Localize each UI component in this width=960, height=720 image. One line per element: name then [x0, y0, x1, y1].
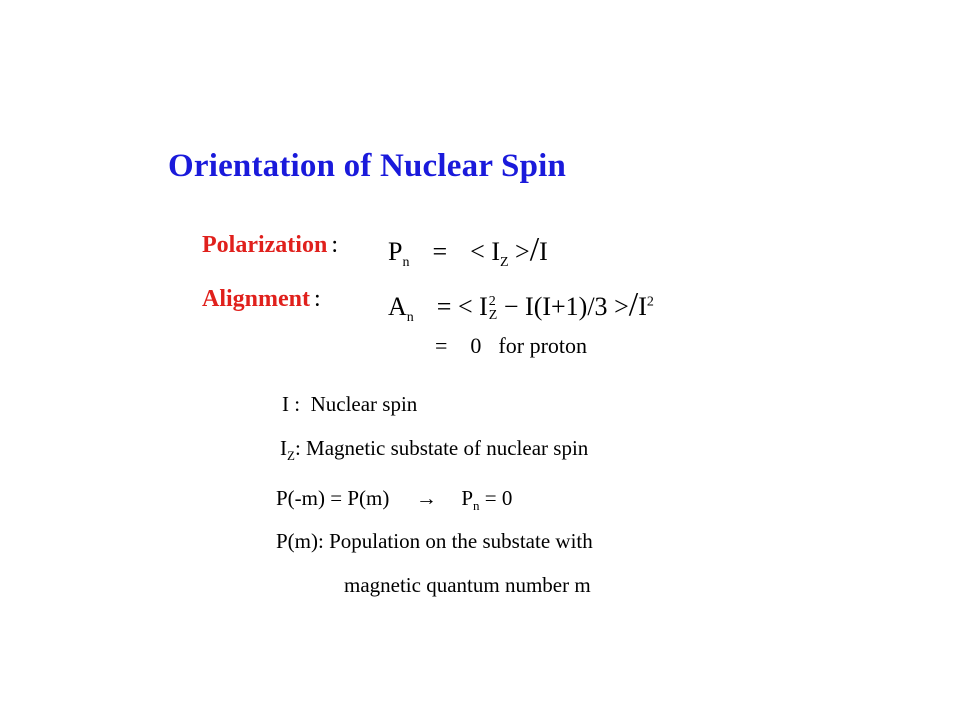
polarization-row: [202, 232, 338, 259]
def-iz-text: : Magnetic substate of nuclear spin: [294, 436, 589, 460]
symmetry-left: P(-m) = P(m): [276, 486, 390, 510]
align-denom-main: I: [638, 292, 647, 321]
pol-slash: /: [529, 231, 540, 268]
pn-sub: n: [402, 255, 410, 271]
def-iz-symbol: I: [280, 436, 287, 460]
align-lt: <: [457, 292, 473, 321]
alignment-label: Alignment: [202, 286, 310, 312]
pol-gt: >: [515, 237, 530, 266]
align-iz-sup: 2: [488, 294, 496, 310]
align-slash: /: [628, 286, 639, 323]
pm-line-2: [344, 573, 591, 598]
pol-iz-sub: Z: [499, 255, 509, 271]
alignment-result: [435, 333, 587, 359]
alignment-row: [202, 286, 321, 313]
def-i-symbol: I: [282, 392, 289, 416]
align-iz-sub: Z: [488, 308, 498, 324]
def-i-line: [282, 392, 417, 417]
polarization-label: Polarization: [202, 232, 328, 258]
align-iz-main: I: [479, 292, 488, 321]
polarization-colon: :: [331, 232, 338, 258]
pol-equals: =: [432, 237, 448, 266]
align-gt: >: [614, 292, 629, 321]
pm-line: [276, 529, 593, 554]
symmetry-arrow: →: [415, 486, 437, 510]
align-minus: −: [503, 292, 519, 321]
result-value: 0: [470, 333, 482, 358]
pm-text-2: magnetic quantum number m: [344, 573, 591, 597]
pm-text: Population on the substate with: [329, 529, 593, 553]
slide-title: Orientation of Nuclear Spin: [168, 148, 567, 184]
result-equals: =: [435, 333, 448, 358]
pm-symbol: P(m):: [276, 529, 324, 553]
def-i-text: : Nuclear spin: [294, 392, 418, 416]
align-term: I(I+1): [525, 292, 588, 321]
symmetry-line: [276, 486, 512, 514]
pol-iz-main: I: [491, 237, 500, 266]
symmetry-right-main: P: [461, 486, 474, 510]
align-slash-three: /3: [587, 292, 608, 321]
pol-lt: <: [470, 237, 485, 266]
align-denom-sup: 2: [646, 294, 654, 310]
polarization-formula: [388, 231, 548, 271]
symmetry-right-sub: n: [473, 498, 480, 514]
symmetry-right-rest: = 0: [484, 486, 513, 510]
pn-main: P: [388, 237, 403, 266]
def-iz-sub: Z: [287, 448, 295, 464]
align-equals: =: [436, 292, 452, 321]
pol-denominator: I: [539, 237, 548, 266]
alignment-formula: [388, 286, 654, 326]
an-main: A: [388, 292, 407, 321]
alignment-colon: :: [314, 286, 321, 312]
def-iz-line: [280, 436, 588, 464]
result-note: for proton: [498, 333, 588, 358]
an-sub: n: [406, 310, 414, 326]
